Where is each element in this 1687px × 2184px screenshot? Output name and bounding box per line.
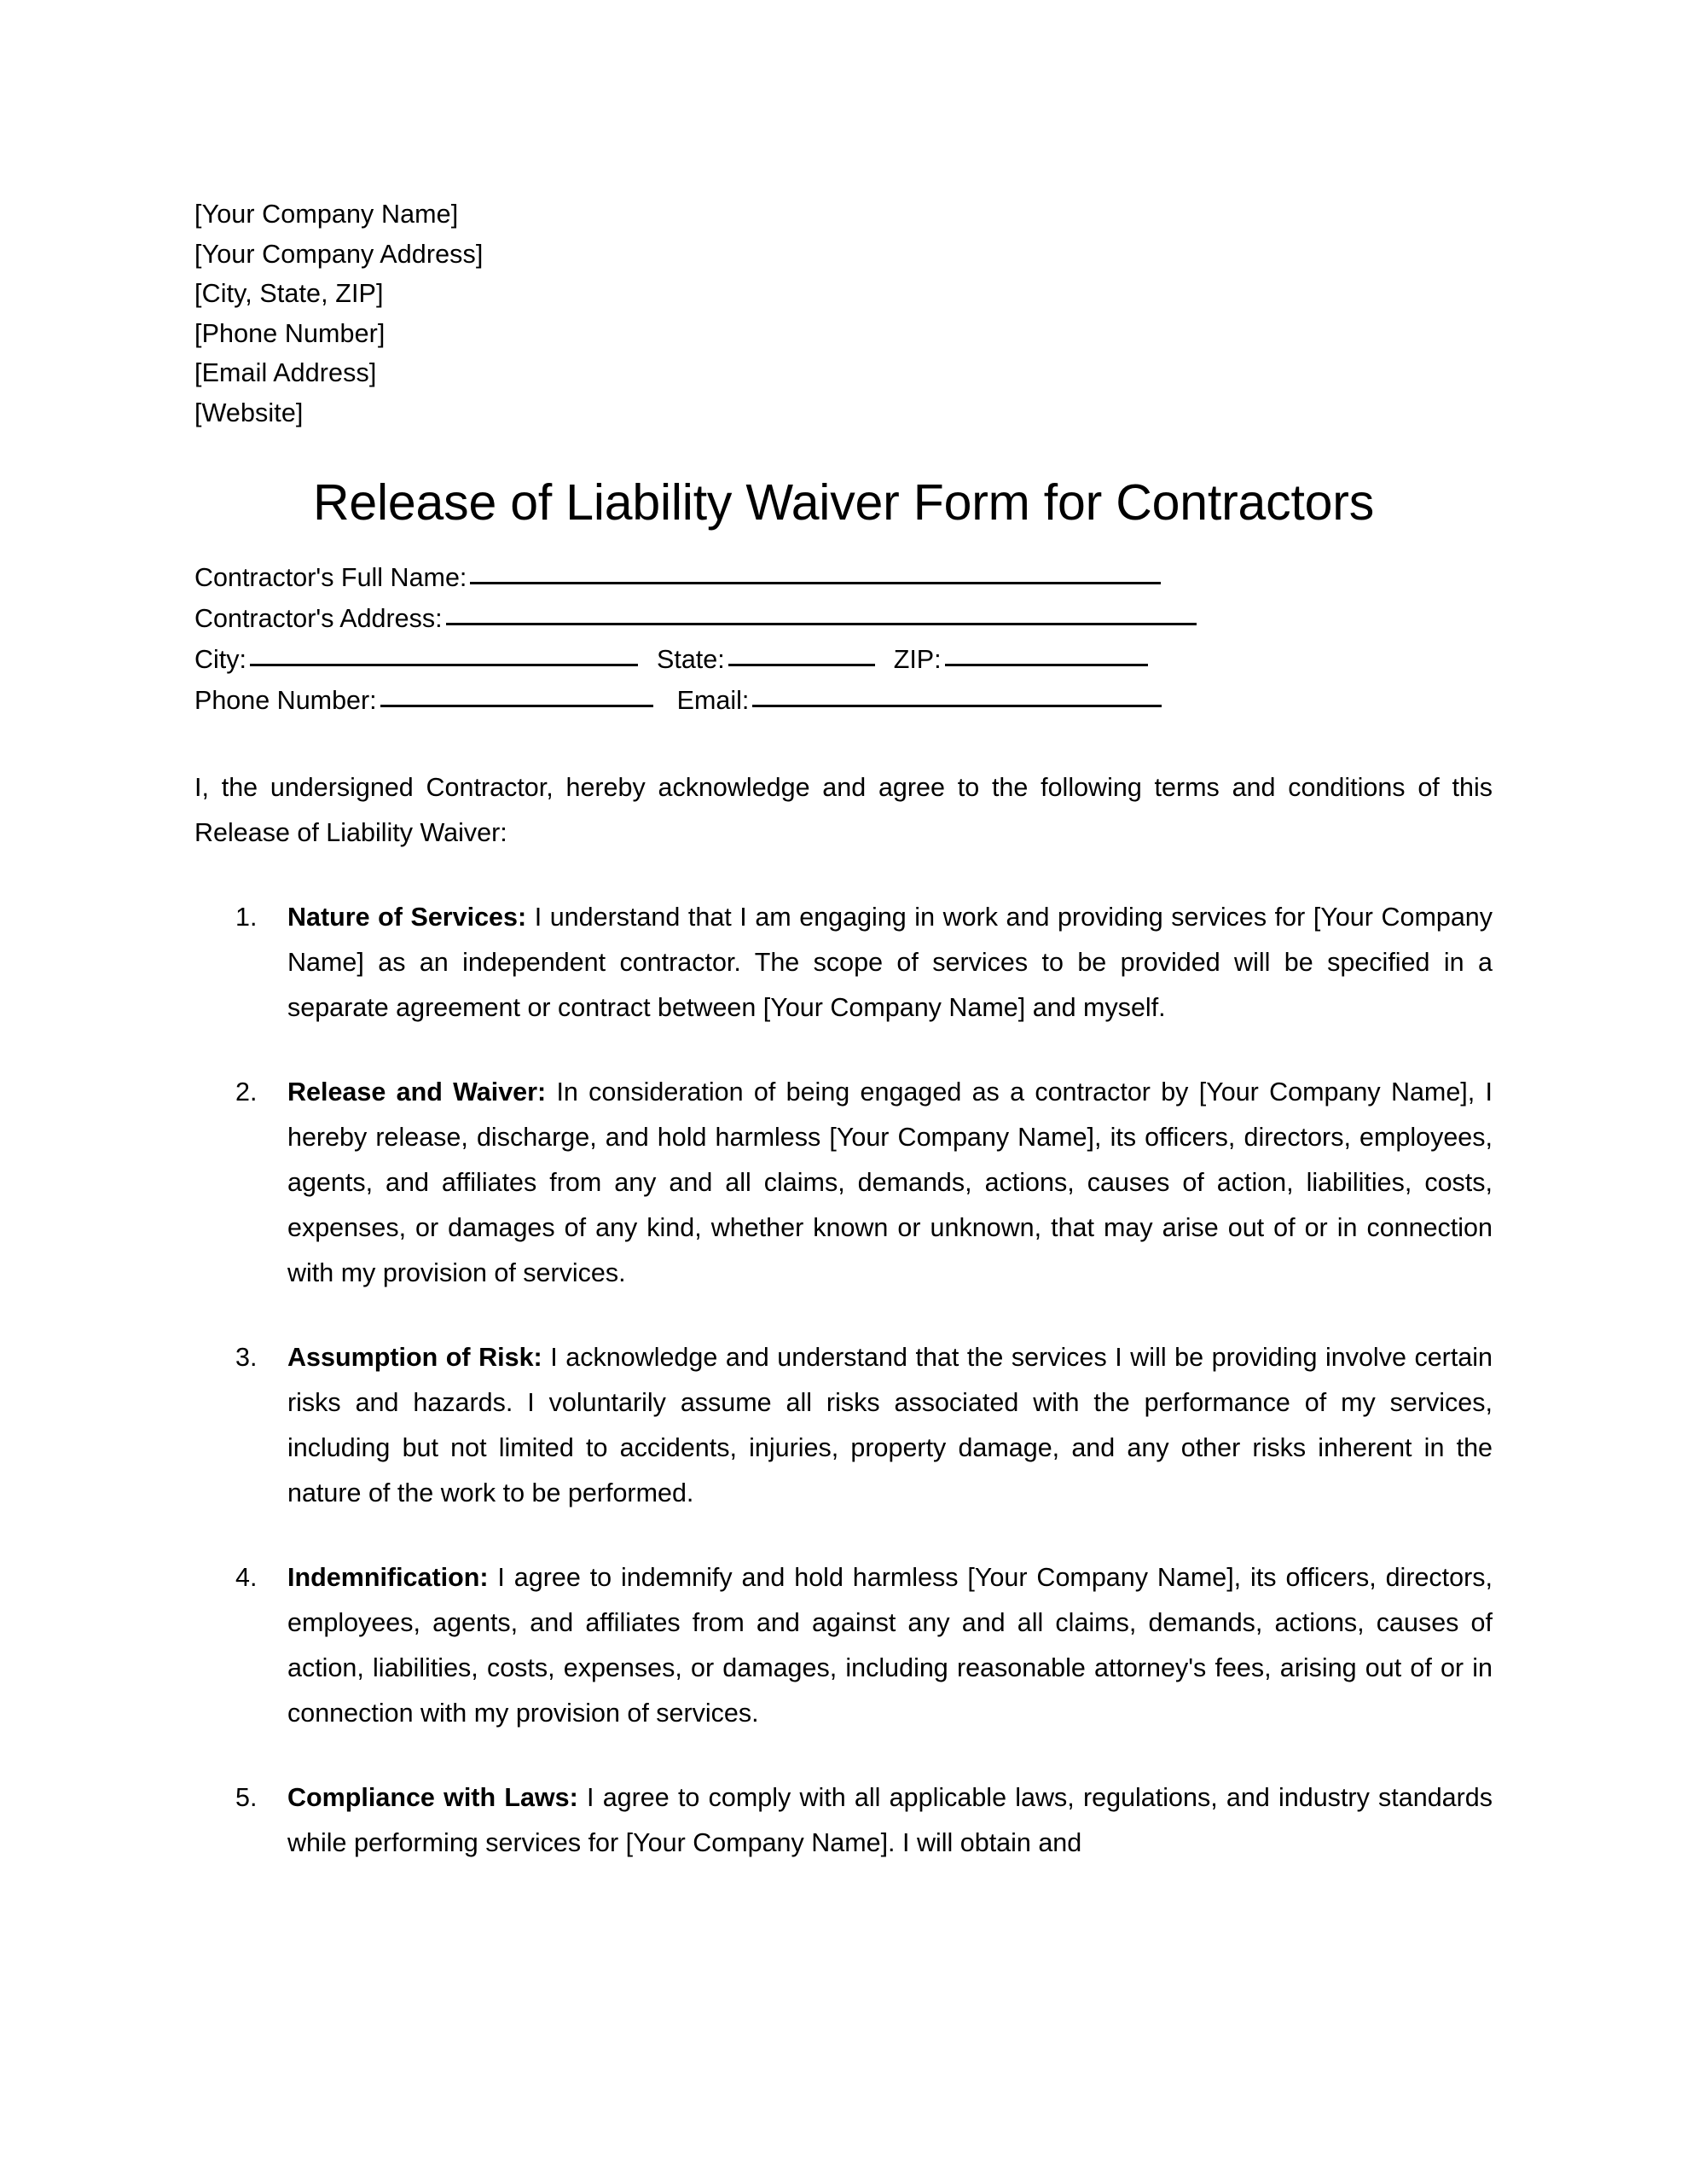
- zip-input[interactable]: [945, 645, 1148, 666]
- zip-label: ZIP:: [893, 645, 942, 674]
- contractor-address-input[interactable]: [446, 604, 1197, 625]
- form-row-address: [194, 598, 1493, 639]
- phone-number-input[interactable]: [380, 686, 653, 707]
- terms-list: [194, 895, 1493, 1866]
- terms-list-item: [194, 1555, 1493, 1736]
- contractor-address-label: Contractor's Address:: [194, 604, 443, 633]
- term-heading: Release and Waiver:: [287, 1077, 547, 1107]
- page-title: Release of Liability Waiver Form for Contractors: [312, 474, 1374, 531]
- letterhead-company-address: [Your Company Address]: [194, 239, 484, 269]
- letterhead-city-state-zip: [City, State, ZIP]: [194, 279, 384, 308]
- letterhead-email-address: [Email Address]: [194, 358, 377, 387]
- term-heading: Nature of Services:: [287, 903, 527, 932]
- city-input[interactable]: [250, 645, 638, 666]
- letterhead-company-name: [Your Company Name]: [194, 200, 459, 229]
- email-label: Email:: [676, 686, 750, 715]
- city-label: City:: [194, 645, 246, 674]
- term-body: I agree to indemnify and hold harmless [Your Company Name], its officers, directors, employees, agents, and affiliates from and against any and all claims, demands, actions, causes of action, liabilities, costs, expenses, or damages, including reasonable attorney's fees, arising out of or in connection with my provision of services.: [287, 1563, 1493, 1728]
- contractor-full-name-input[interactable]: [470, 563, 1161, 584]
- terms-list-item: [194, 895, 1493, 1031]
- state-input[interactable]: [728, 645, 875, 666]
- term-body: I acknowledge and understand that the services I will be providing involve certain risks and hazards. I voluntarily assume all risks associated with the performance of my services, including but not limited to accidents, injuries, property damage, and any other risks inherent in the nature of the work to be performed.: [287, 1343, 1493, 1507]
- term-heading: Assumption of Risk:: [287, 1343, 542, 1372]
- term-body: I agree to comply with all applicable laws, regulations, and industry standards while performing services for [Your Company Name]. I will obtain and: [287, 1783, 1493, 1857]
- phone-number-label: Phone Number:: [194, 686, 377, 715]
- term-heading: Indemnification:: [287, 1563, 489, 1592]
- form-row-phone-email: [194, 680, 1493, 721]
- contractor-full-name-label: Contractor's Full Name:: [194, 563, 467, 592]
- email-input[interactable]: [752, 686, 1162, 707]
- term-heading: Compliance with Laws:: [287, 1783, 578, 1812]
- contractor-details-form: [194, 557, 1493, 721]
- terms-list-item: [194, 1775, 1493, 1866]
- letterhead-website: [Website]: [194, 398, 304, 427]
- form-row-full-name: [194, 557, 1493, 598]
- intro-paragraph: I, the undersigned Contractor, hereby acknowledge and agree to the following terms and conditions of this Release of Liability Waiver:: [194, 773, 1493, 847]
- terms-list-item: [194, 1070, 1493, 1296]
- letterhead-phone-number: [Phone Number]: [194, 318, 386, 348]
- state-label: State:: [657, 645, 725, 674]
- terms-list-item: [194, 1335, 1493, 1516]
- letterhead-block: [194, 195, 1493, 433]
- term-body: I understand that I am engaging in work and providing services for [Your Company Name] as an independent contractor. The scope of services to be provided will be specified in a separate agreement or contract between [Your Company Name] and myself.: [287, 903, 1493, 1022]
- form-row-city-state-zip: [194, 639, 1493, 680]
- term-body: In consideration of being engaged as a contractor by [Your Company Name], I hereby release, discharge, and hold harmless [Your Company Name], its officers, directors, employees, agents, and affiliates from any and all claims, demands, actions, causes of action, liabilities, costs, expenses, or damages of any kind, whether known or unknown, that may arise out of or in connection with my provision of services.: [287, 1077, 1493, 1287]
